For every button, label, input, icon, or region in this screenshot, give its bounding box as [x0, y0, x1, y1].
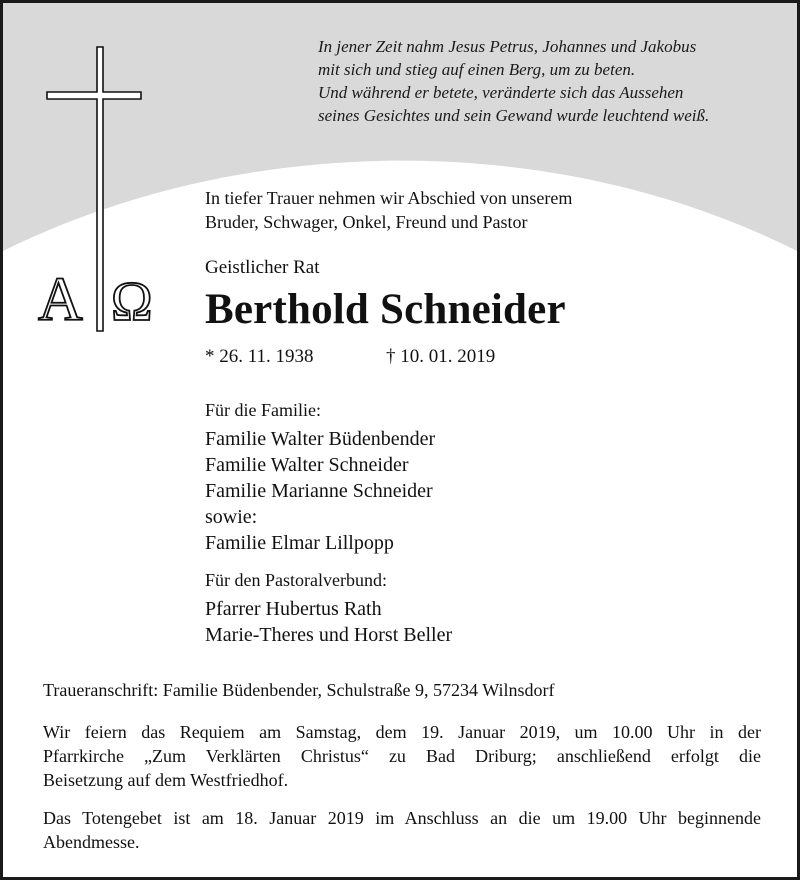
quote-line: Und während er betete, veränderte sich das Aussehen — [318, 83, 684, 102]
quote-line: In jener Zeit nahm Jesus Petrus, Johannes und Jakobus — [318, 37, 697, 56]
intro-line: In tiefer Trauer nehmen wir Abschied von unserem — [205, 188, 573, 208]
family-member: Familie Walter Büdenbender — [205, 428, 436, 450]
requiem-line: Wir feiern das Requiem am Samstag, dem 19. Januar 2019, um 10.00 Uhr in der — [43, 722, 761, 742]
requiem-line: Beisetzung auf dem Westfriedhof. — [43, 770, 289, 790]
requiem-paragraph — [43, 720, 761, 792]
requiem-line: Pfarrkirche „Zum Verklärten Christus“ zu Bad Driburg; anschließend erfolgt die — [43, 746, 761, 766]
alpha-symbol: A — [38, 266, 83, 334]
pastoral-list — [205, 596, 452, 648]
family-member: sowie: — [205, 506, 258, 528]
bible-quote — [318, 35, 788, 127]
family-list — [205, 426, 435, 556]
death-date: † 10. 01. 2019 — [386, 346, 496, 367]
mourning-address: Traueranschrift: Familie Büdenbender, Schulstraße 9, 57234 Wilnsdorf — [43, 680, 555, 700]
birth-date: * 26. 11. 1938 — [205, 346, 314, 367]
prayer-line: Das Totengebet ist am 18. Januar 2019 im Anschluss an die um 19.00 Uhr beginnende — [43, 808, 761, 828]
family-member: Familie Elmar Lillpopp — [205, 532, 394, 554]
cross-alpha-omega-icon — [33, 43, 173, 343]
pastoral-member: Pfarrer Hubertus Rath — [205, 598, 382, 620]
family-member: Familie Marianne Schneider — [205, 480, 433, 502]
pastoral-member: Marie-Theres und Horst Beller — [205, 624, 453, 646]
intro-line: Bruder, Schwager, Onkel, Freund und Pastor — [205, 212, 528, 232]
deceased-title: Geistlicher Rat — [205, 257, 320, 278]
family-heading: Für die Familie: — [205, 400, 321, 420]
quote-line: mit sich und stieg auf einen Berg, um zu beten. — [318, 60, 636, 79]
intro-text — [205, 186, 572, 234]
pastoral-heading: Für den Pastoralverbund: — [205, 570, 387, 590]
quote-line: seines Gesichtes und sein Gewand wurde leuchtend weiß. — [318, 106, 710, 125]
prayer-paragraph — [43, 806, 761, 854]
omega-symbol: Ω — [111, 271, 153, 333]
family-member: Familie Walter Schneider — [205, 454, 409, 476]
deceased-name: Berthold Schneider — [205, 286, 566, 333]
prayer-line: Abendmesse. — [43, 832, 140, 852]
